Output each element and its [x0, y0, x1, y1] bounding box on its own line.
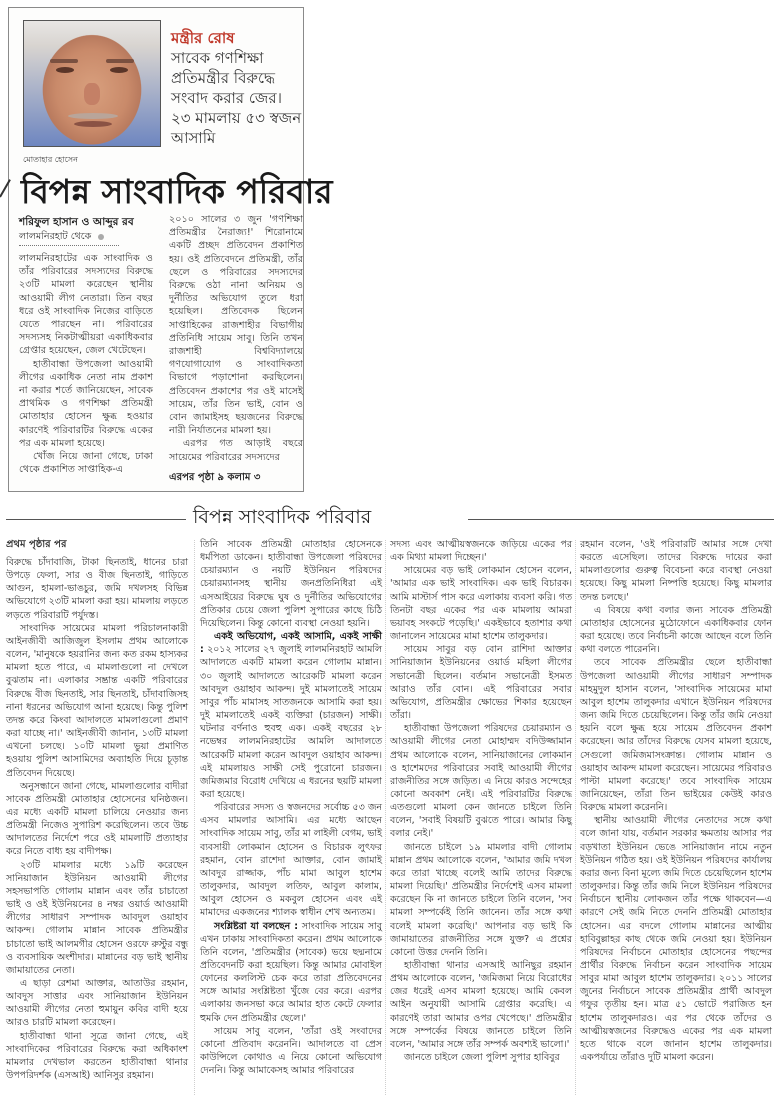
continuation-column-3 [390, 538, 572, 1064]
paragraph: ২৩টি মামলার মধ্যে ১৯টি করেছেন সানিয়াজান ইউনিয়ন আওয়ামী লীগের সহসভাপতি গোলাম মান্নান এবং তাঁর চাচাতো ভাই ও ওই ইউনিয়নের ৪ নম্বর ওয়ার্ড আওয়ামী লীগের সাধারণ সম্পাদক আবদুল ওয়াহাব আকন্দ। গোলাম মান্নান সাবেক প্রতিমন্ত্রীর চাচাতো ভাই আলমগীর হোসেন ওরফে রুস্টুর বন্ধু ও ব্যবসায়িক অংশীদার। মান্নানের বড় ভাই স্থানীয় জামায়াতের নেতা। [6, 859, 188, 976]
continued-on-link[interactable]: এরপর পৃষ্ঠা ৯ কলাম ৩ [169, 472, 261, 483]
paragraph: ২০১০ সালের ৩ জুন 'গণশিক্ষা প্রতিমন্ত্রীর নৈরাজ্য!' শিরোনামে একটি প্রচ্ছদ প্রতিবেদন প্রকাশিত হয়। ওই প্রতিবেদনে প্রতিমন্ত্রী, তাঁর ছেলে ও পরিবারের সদস্যদের বিরুদ্ধে ওঠা নানা অনিয়ম ও দুর্নীতির অভিযোগ তুলে ধরা হয়েছিল। প্রতিবেদক ছিলেন সাপ্তাহিকের রাজশাহীর বিভাগীয় প্রতিনিধি সায়েম সাবু। তিনি তখন রাজশাহী বিশ্ববিদ্যালয়ে গণযোগাযোগ ও সাংবাদিকতা বিভাগে পড়াশোনা করছিলেন। প্রতিবেদন প্রকাশের পর ওই মাসেই সায়েম, তাঁর তিন ভাই, বোন ও বোন জামাইসহ ছয়জনের বিরুদ্ধে নারী নির্যাতনের মামলা হয়। [169, 214, 303, 437]
dateline [19, 230, 104, 245]
paragraph: সায়েম সাবুর বড় বোন রাশিদা আক্তার সানিয়াজান ইউনিয়নের ওয়ার্ড মহিলা লীগের সভানেত্রী ছিলেন। বর্তমান সভানেত্রী ইসমত আরাও তাঁর বোন। এই পরিবারের সবার অভিযোগ, প্রতিমন্ত্রীর ক্ষোভের শিকার হয়েছেন তাঁরা। [390, 644, 572, 722]
paragraph: সায়েম সাবু বলেন, 'তাঁরা ওই সংবাদের কোনো প্রতিবাদ করেননি। আদালতে বা প্রেস কাউন্সিলে কোথাও এ নিয়ে কোনো অভিযোগ দেননি। কিন্তু আমাকেসহ আমার পরিবারের [200, 1025, 382, 1077]
paragraph: খোঁজ নিয়ে জানা গেছে, ঢাকা থেকে প্রকাশিত সাপ্তাহিক-এ [19, 451, 153, 476]
paragraph: হাতীবান্ধা উপজেলা পরিষদের চেয়ারম্যান ও আওয়ামী লীগের নেতা মোহাম্মদ বদিউজ্জামান প্রথম আলোকে বলেন, সানিয়াজানের লোকমান ও হাশেমদের পরিবারের সবাই আওয়ামী লীগের রাজনীতির সঙ্গে জড়িত। এ নিয়ে কারও সন্দেহের কোনো অবকাশ নেই। এই পরিবারটির বিরুদ্ধে এতগুলো মামলা কেন জানতে চাইলে তিনি বলেন, 'সবাই বিষয়টি বুঝতে পারে। আমার কিছু বলার নেই।' [390, 723, 572, 840]
column-divider [575, 540, 576, 1095]
story-kicker: মন্ত্রীর রোষ [171, 29, 235, 47]
photo-detail [106, 59, 134, 63]
front-page-story-box [8, 7, 333, 492]
front-column-1 [19, 252, 153, 476]
continuation-column-4 [580, 538, 772, 1064]
dotted-divider [19, 245, 119, 246]
front-column-2 [169, 213, 303, 464]
photo-detail [56, 67, 74, 73]
subheading: সংশ্লিষ্টরা যা বলছেন : [214, 920, 298, 932]
paragraph: সায়েমের বড় ভাই লোকমান হোসেন বলেন, 'আমার এক ভাই সাংবাদিক। এক ভাই বিচারক। আমি মাস্টার্স পাস করে এলাকায় ব্যবসা করি। গত তিনটা বছর একের পর এক মামলায় আমরা ভয়াবহ সংকটে পড়েছি।' একইভাবে হতাশার কথা জানালেন সায়েমের মামা হাশেম তালুকদার। [390, 565, 572, 643]
paragraph: তবে সাবেক প্রতিমন্ত্রীর ছেলে হাতীবান্ধা উপজেলা আওয়ামী লীগের সাধারণ সম্পাদক মাহমুদুল হাসান বলেন, 'সাংবাদিক সায়েমের মামা আবুল হাশেম তালুকদার এখানে ইউনিয়ন পরিষদের জন্য জমি দিতে চেয়েছিলেন। কিন্তু তাঁর জমি নেওয়া হয়নি বলে ক্ষুব্ধ হয়ে সায়েম প্রতিবেদন প্রকাশ করেছেন। আর তাঁদের বিরুদ্ধে যেসব মামলা হয়েছে, সেগুলো জমিজমাসংক্রান্ত। গোলাম মান্নান ও ওয়াহাব আকন্দ মামলা করেছেন। সায়েমের পরিবারও পাল্টা মামলা করেছে।' তবে সাংবাদিক সায়েম জানিয়েছেন, তাঁরা তিন ভাইয়ের কেউই কারও বিরুদ্ধে মামলা করেননি। [580, 657, 772, 814]
story-deck: সাবেক গণশিক্ষা প্রতিমন্ত্রীর বিরুদ্ধে সংবাদ করার জের। ২৩ মামলায় ৫৩ স্বজন আসামি [171, 49, 302, 147]
paragraph: হাতীবান্ধা থানা সূত্রে জানা গেছে, এই সাংবাদিকের পরিবারের বিরুদ্ধে করা অধিকাংশ মামলার দেখভাল করতেন হাতীবান্ধা থানার উপপরিদর্শক (এসআই) আনিসুর রহমান। [6, 1030, 188, 1082]
paragraph: বিরুদ্ধে চাঁদাবাজি, টাকা ছিনতাই, ধানের চারা উপড়ে ফেলা, সার ও বীজ ছিনতাই, গাড়িতে আগুন, হামলা-ভাঙচুর, জমি দখলসহ বিভিন্ন অভিযোগে ২৩টি মামলা করা হয়। মামলায় লড়তে লড়তে পরিবারটি পর্যুদস্ত। [6, 557, 188, 621]
continuation-column-1 [6, 556, 188, 1082]
paragraph: স্থানীয় আওয়ামী লীগের নেতাদের সঙ্গে কথা বলে জানা যায়, বর্তমান সরকার ক্ষমতায় আসার পর বড়খাতা ইউনিয়ন ভেঙে সানিয়াজান নামে নতুন ইউনিয়ন গঠিত হয়। ওই ইউনিয়ন পরিষদের কার্যালয় করার জন্য বিনা মূল্যে জমি দিতে চেয়েছিলেন হাশেম তালুকদার। কিন্তু তাঁর জমি নিলে ইউনিয়ন পরিষদের নির্বাচনে স্থানীয় লোকজন তাঁর পক্ষে থাকবেন—এ কারণে সেই জমি নিতে দেননি প্রতিমন্ত্রী মোতাহার হোসেন। এর বদলে গোলাম মান্নানের আত্মীয় হাবিবুল্লাহর কাছ থেকে জমি নেওয়া হয়। ইউনিয়ন পরিষদের নির্বাচনে মোতাহার হোসেনের পছন্দের প্রার্থীর বিরুদ্ধে নির্বাচন করেন সাংবাদিক সায়েম সাবুর মামা আবুল হাশেম তালুকদার। ২০১১ সালের জুনের নির্বাচনে সাবেক প্রতিমন্ত্রীর প্রার্থী আবদুল গফুর তৃতীয় হন। মাত্র ৫১ ভোটে পরাজিত হন হাশেম তালুকদারও। এর পর থেকে তাঁদের ও আত্মীয়স্বজনের বিরুদ্ধেও একের পর এক মামলা হতে থাকে বলে জানান হাশেম তালুকদার। একপর্যায়ে তাঁরাও দুটি মামলা করেন। [580, 815, 772, 1064]
from-first-page-label: প্রথম পৃষ্ঠার পর [6, 539, 67, 550]
photo-detail [110, 67, 128, 73]
continuation-title: বিপন্ন সাংবাদিক পরিবার [193, 506, 372, 528]
paragraph: এ বিষয়ে কথা বলার জন্য সাবেক প্রতিমন্ত্রী মোতাহার হোসেনের মুঠোফোনে একাধিকবার ফোন করা হয়েছে। তবে নির্বাচনী কাজে আছেন বলে তিনি কথা বলতে পারেননি। [580, 604, 772, 656]
paragraph: হাতীবান্ধা উপজেলা আওয়ামী লীগের একাধিক নেতা নাম প্রকাশ না করার শর্তে জানিয়েছেন, সাবেক প্রাথমিক ও গণশিক্ষা প্রতিমন্ত্রী মোতাহার হোসেন ক্ষুব্ধ হওয়ার কারণেই পরিবারটির বিরুদ্ধে একের পর এক মামলা হয়েছে। [19, 358, 153, 449]
header-rule-right [468, 519, 774, 520]
paragraph: হাতীবান্ধা থানার এসআই আনিছুর রহমান প্রথম আলোকে বলেন, 'জমিজমা নিয়ে বিরোধের জের ধরেই এসব মামলা হয়েছে। আমি কেবল আইন অনুযায়ী আসামি গ্রেপ্তার করেছি। এ কারণেই তারা আমার ওপর খেপেছে।' প্রতিমন্ত্রীর সঙ্গে সম্পর্কের বিষয়ে জানতে চাইলে তিনি বলেন, 'আমার সঙ্গে তাঁর সম্পর্ক অবশ্যই ভালো।' [390, 960, 572, 1050]
header-rule-left [6, 519, 186, 520]
paragraph: জানতে চাইলে জেলা পুলিশ সুপার হাবিবুর [404, 1052, 560, 1064]
paragraph-text: সাংবাদিক সায়েম সাবু এখন ঢাকায় সাংবাদিকতা করেন। প্রথম আলোকে তিনি বলেন, 'প্রতিমন্ত্রীর (সাবেক) ভয়ে ছদ্মনামে প্রতিবেদনটি করা হয়েছিল। কিন্তু আমার মোবাইল ফোনের কললিস্ট চেক করে তারা প্রতিবেদনের সঙ্গে আমার সংশ্লিষ্টতা খুঁজে বের করে। এরপর এলাকায় জনসভা করে আমার হাত কেটে ফেলার হুমকি দেন প্রতিমন্ত্রীর ছেলে।' [200, 920, 382, 1024]
photo-detail [84, 83, 100, 105]
photo-detail [50, 59, 78, 63]
paragraph: তিনি সাবেক প্রতিমন্ত্রী মোতাহার হোসেনকে ধর্মপিতা ডাকেন। হাতীবান্ধা উপজেলা পরিষদের চেয়ারম্যান ও নয়টি ইউনিয়ন পরিষদের চেয়ারম্যানসহ স্থানীয় জনপ্রতিনিধিরা এই এসআইয়ের বিরুদ্ধে ঘুষ ও দুর্নীতির অভিযোগের প্রতিকার চেয়ে জেলা পুলিশ সুপারের কাছে চিঠি দিয়েছিলেন। কিন্তু কোনো ব্যবস্থা নেওয়া হয়নি। [200, 539, 382, 629]
paragraph: এ ছাড়া রেশমা আক্তার, আতাউর রহমান, আবদুস সাত্তার এবং সানিয়াজান ইউনিয়ন আওয়ামী লীগের নেতা হুমায়ুন কবির বাদী হয়ে আরও চারটি মামলা করেছেন। [6, 978, 188, 1029]
column-divider [194, 540, 195, 1095]
paragraph: লালমনিরহাটের এক সাংবাদিক ও তাঁর পরিবারের সদস্যদের বিরুদ্ধে ২৩টি মামলা করেছেন স্থানীয় আওয়ামী লীগ নেতারা। তিন বছর ধরে ওই সাংবাদিক নিজের বাড়িতে যেতে পারছেন না। পরিবারের সদস্যসহ নিকটাত্মীয়রা একাধিকবার গ্রেপ্তার হয়েছেন, জেল খেটেছেন। [19, 253, 153, 357]
continuation-header [0, 503, 780, 533]
dateline-text: লালমনিরহাট থেকে [19, 231, 92, 242]
paragraph: সদস্য এবং আত্মীয়স্বজনকে জড়িয়ে একের পর এক মিথ্যা মামলা দিচ্ছেন।' [390, 539, 572, 564]
paragraph: রহমান বলেন, 'ওই পরিবারটি আমার সঙ্গে দেখা করতে এসেছিল। তাদের বিরুদ্ধে দায়ের করা মামলাগুলোর গুরুত্ব বিবেচনা করে ব্যবস্থা নেওয়া হয়েছে। কিছু মামলা নিষ্পত্তি হয়েছে। কিছু মামলার তদন্ত চলছে।' [580, 539, 772, 603]
photo-detail [74, 121, 112, 127]
photo-detail [68, 113, 118, 119]
portrait-photo [23, 20, 161, 147]
paragraph [200, 920, 382, 1025]
paragraph: জানতে চাইলে ১৯ মামলার বাদী গোলাম মান্নান প্রথম আলোকে বলেন, 'আমার জমি দখল করে তারা খাচ্ছে বলেই আমি তাদের বিরুদ্ধে মামলা দিয়েছি।' প্রতিমন্ত্রীর নির্দেশেই এসব মামলা করেছেন কি না জানতে চাইলে তিনি বলেন, 'সব মামলা সম্পর্কেই তিনি জানেন। তাঁর সঙ্গে কথা বলেই মামলা করেছি।' আপনার বড় ভাই কি জামায়াতের রাজনীতির সঙ্গে যুক্ত? এ প্রশ্নের কোনো উত্তর দেননি তিনি। [390, 841, 572, 958]
paragraph: সাংবাদিক সায়েমের মামলা পরিচালনাকারী আইনজীবী আজিজুল ইসলাম প্রথম আলোকে বলেন, 'মানুষকে হয়রানির জন্য কত রকম হাস্যকর মামলা হতে পারে, এ মামলাগুলো না দেখলে বুঝতাম না। এলাকার সম্ভ্রান্ত একটি পরিবারের বিরুদ্ধে বীজ ছিনতাই, সার ছিনতাই, চাঁদাবাজিসহ নানা ধরনের অভিযোগ আনা হয়েছে। কিন্তু পুলিশ তদন্ত করে কিংবা আদালতে মামলাগুলো প্রমাণ করা যাচ্ছে না।' আইনজীবী জানান, ১৩টি মামলা এখনো চলছে। ১০টি মামলা ভুয়া প্রমাণিত হওয়ায় পুলিশ আসামিদের অব্যাহতি দিয়ে চূড়ান্ত প্রতিবেদন দিয়েছে। [6, 622, 188, 779]
paragraph-text: ২০১২ সালের ২৭ জুলাই লালমনিরহাট আমলি আদালতে একটি মামলা করেন গোলাম মান্নান। ৩০ জুলাই আদালতে আরেকটি মামলা করেন আবদুল ওয়াহাব আকন্দ। দুই মামলাতেই সায়েম সাবুর পাঁচ মামাসহ সাতজনকে আসামি করা হয়। দুই মামলাতেই একই ব্যক্তিরা (চারজন) সাক্ষী। ঘটনার বর্ণনাও হুবহু এক। একই বছরের ২৮ নভেম্বর লালমনিরহাটের আমলি আদালতে আরেকটি মামলা করেন আবদুল ওয়াহাব আকন্দ। এই মামলায়ও সাক্ষী সেই পুরোনো চারজন। জমিজমার বিরোধ দেখিয়ে এ ধরনের ছয়টি মামলা করা হয়েছে। [200, 644, 382, 800]
column-divider [385, 540, 386, 1095]
byline: শরিফুল হাসান ও আব্দুর রব [19, 216, 134, 228]
dot-icon [98, 234, 104, 240]
subheading: একই অভিযোগ, একই আসামি, একই সাক্ষী : [200, 631, 382, 656]
paragraph: অনুসন্ধানে জানা গেছে, মামলাগুলোর বাদীরা সাবেক প্রতিমন্ত্রী মোতাহার হোসেনের ঘনিষ্ঠজন। এর মধ্যে একটি মামলা চালিয়ে নেওয়ার জন্য প্রতিমন্ত্রী নিজেও সুপারিশ করেছিলেন। তবে উচ্চ আদালতের নির্দেশে পরে ওই মামলাটি প্রত্যাহার করে নিতে বাধ্য হয় বাদীপক্ষ। [6, 780, 188, 858]
paragraph: এরপর গত আড়াই বছরে সায়েমের পরিবারের সদস্যদের [169, 438, 303, 463]
main-headline: বিপন্ন সাংবাদিক পরিবার [21, 172, 333, 211]
photo-caption: মোতাহার হোসেন [23, 155, 78, 164]
paragraph [200, 630, 382, 801]
continuation-column-2 [200, 538, 382, 1077]
paragraph: পরিবারের সদস্য ও স্বজনদের সর্বোচ্চ ৫৩ জন এসব মামলার আসামি। এর মধ্যে আছেন সাংবাদিক সায়েম সাবু, তাঁর মা লাইলী বেগম, ভাই ব্যবসায়ী লোকমান হোসেন ও বিচারক লুৎফর রহমান, বোন রাশেদা আক্তার, বোন জামাই আবদুর রাজ্জাক, পাঁচ মামা আবুল হাশেম তালুকদার, আবদুল লতিফ, আবুল কালাম, আবুল হোসেন ও মকবুল হোসেন এবং এই মামাদের একজনের শ্যালক স্বাধীন শেখ অন্যতম। [200, 802, 382, 919]
